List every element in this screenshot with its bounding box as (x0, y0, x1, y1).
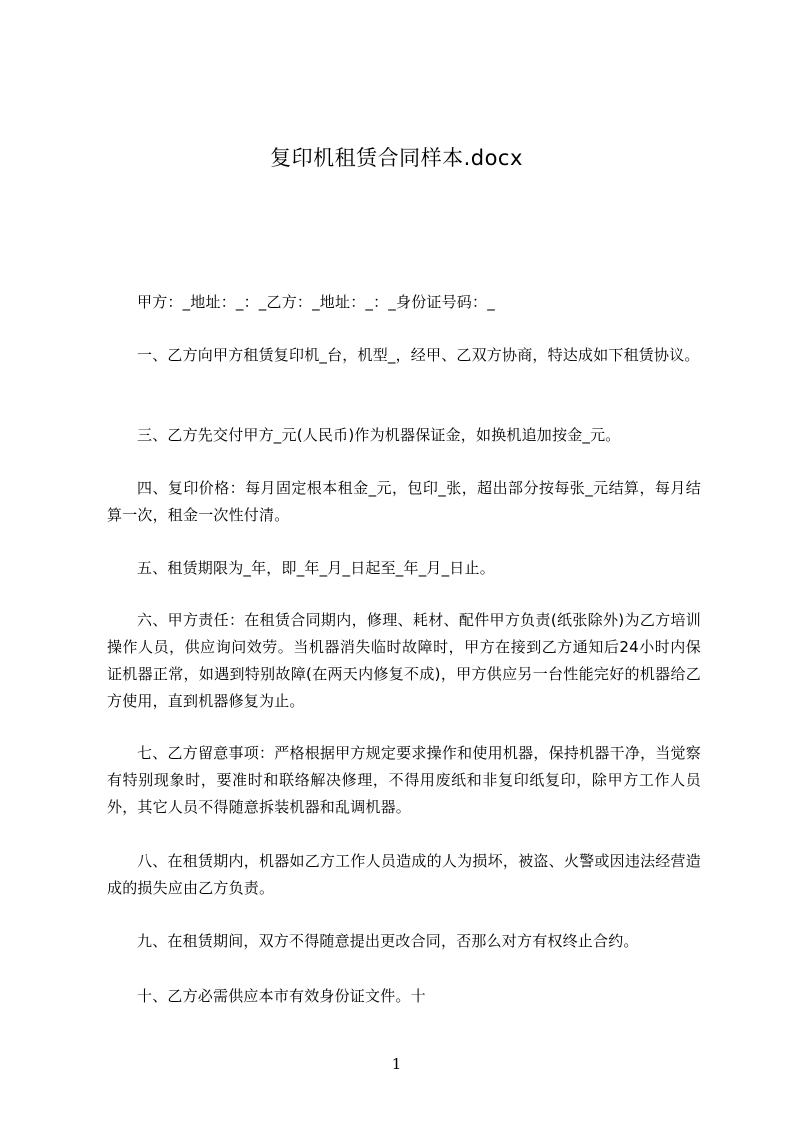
paragraph-clause-5: 五、租赁期限为_年，即_年_月_日起至_年_月_日止。 (137, 559, 495, 577)
paragraph-clause-10: 十、乙方必需供应本市有效身份证文件。十 (137, 987, 426, 1005)
paragraph-clause-8: 八、在租赁期内，机器如乙方工作人员造成的人为损坏，被盗、火警或因违法经营造成的损失应由乙方负责。 (107, 852, 701, 897)
paragraph-parties: 甲方：_地址：_：_乙方：_地址：_：_身份证号码：_ (137, 293, 495, 311)
paragraph-clause-9: 九、在租赁期间，双方不得随意提出更改合同，否那么对方有权终止合约。 (137, 932, 639, 950)
paragraph-clause-7: 七、乙方留意事项：严格根据甲方规定要求操作和使用机器，保持机器干净，当觉察有特别现象时，要准时和联络解决修理，不得用废纸和非复印纸复印，除甲方工作人员外，其它人员不得随意拆装机器和乱调机器。 (107, 744, 701, 816)
paragraph-clause-6: 六、甲方责任：在租赁合同期内，修理、耗材、配件甲方负责(纸张除外)为乙方培训操作人员，供应询问效劳。当机器消失临时故障时，甲方在接到乙方通知后24小时内保证机器正常，如遇到特别故障(在两天内修复不成)，甲方供应另一台性能完好的机器给乙方使用，直到机器修复为止。 (107, 611, 701, 710)
paragraph-clause-4: 四、复印价格：每月固定根本租金_元，包印_张，超出部分按每张_元结算，每月结算一次，租金一次性付清。 (107, 479, 701, 524)
paragraph-clause-1: 一、乙方向甲方租赁复印机_台，机型_，经甲、乙双方协商，特达成如下租赁协议。 (137, 346, 700, 364)
paragraph-clause-3: 三、乙方先交付甲方_元(人民币)作为机器保证金，如换机追加按金_元。 (137, 426, 621, 444)
page-number: 1 (391, 1055, 402, 1073)
document-title: 复印机租赁合同样本.docx (270, 146, 523, 170)
